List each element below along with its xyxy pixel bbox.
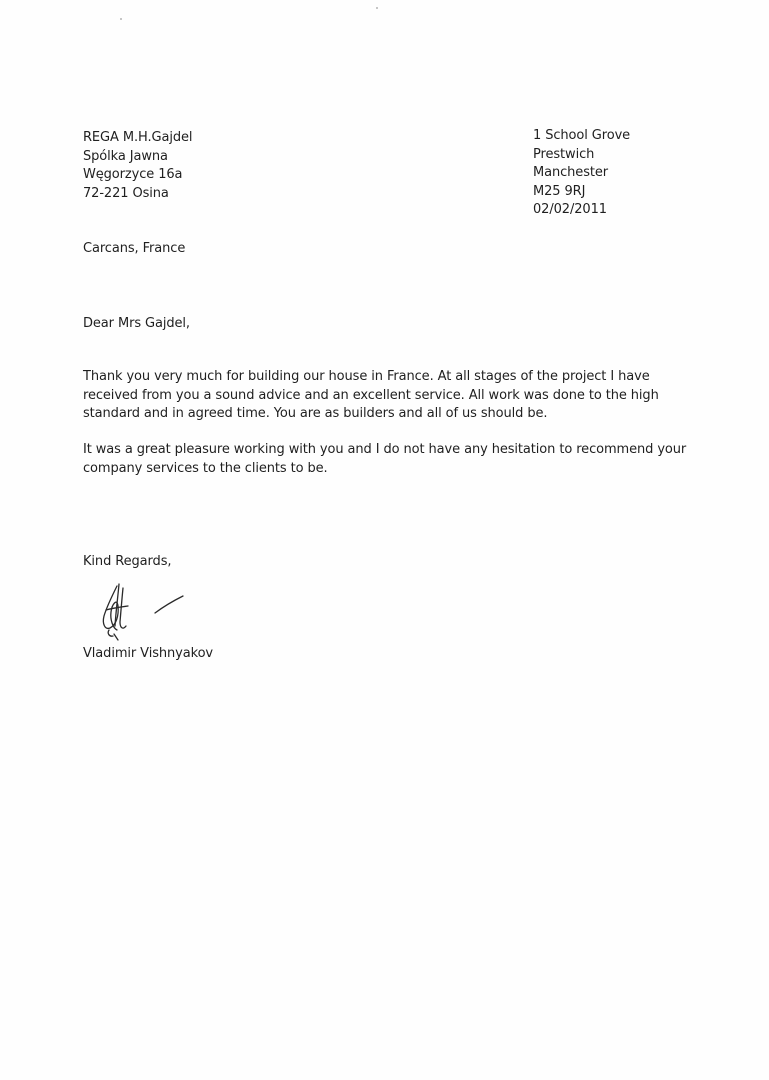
salutation: Dear Mrs Gajdel, xyxy=(83,316,190,331)
paragraph-line: received from you a sound advice and an excellent service. All work was done to the high xyxy=(83,387,659,403)
sender-line: M25 9RJ xyxy=(533,183,586,199)
body-paragraph-2 xyxy=(83,441,686,478)
paragraph-line: Thank you very much for building our house in France. At all stages of the project I have xyxy=(83,369,650,384)
paragraph-line: company services to the clients to be. xyxy=(83,460,328,476)
recipient-line: REGA M.H.Gajdel xyxy=(83,130,193,145)
recipient-line: Węgorzyce 16a xyxy=(83,167,183,182)
scan-speck xyxy=(120,18,122,20)
location-line: Carcans, France xyxy=(83,241,186,256)
recipient-line: 72-221 Osina xyxy=(83,185,169,201)
paragraph-line: standard and in agreed time. You are as builders and all of us should be. xyxy=(83,406,548,421)
handwritten-signature xyxy=(95,580,190,648)
scan-speck xyxy=(376,7,378,9)
signer-name: Vladimir Vishnyakov xyxy=(83,646,214,661)
recipient-line: Spólka Jawna xyxy=(83,148,168,164)
recipient-address xyxy=(83,129,192,203)
body-paragraph-1 xyxy=(83,368,659,424)
letter-date: 02/02/2011 xyxy=(533,202,607,217)
sender-address xyxy=(533,127,630,220)
closing: Kind Regards, xyxy=(83,554,172,569)
sender-line: Prestwich xyxy=(533,146,595,162)
paragraph-line: It was a great pleasure working with you and I do not have any hesitation to recommend your xyxy=(83,442,687,457)
sender-line: 1 School Grove xyxy=(533,128,631,143)
sender-line: Manchester xyxy=(533,165,609,180)
